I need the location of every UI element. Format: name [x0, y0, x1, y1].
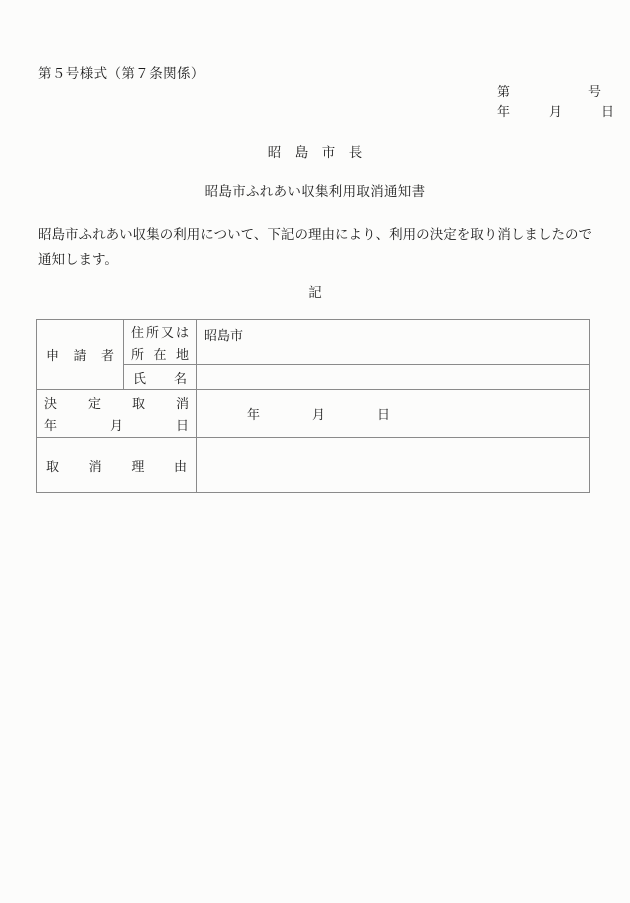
addressee: 昭 島 市 長: [267, 145, 363, 160]
address-label-char: 住: [131, 324, 145, 340]
address-label-char: 所: [145, 324, 159, 340]
address-label-char: 地: [175, 346, 189, 362]
applicant-label-char: 者: [100, 348, 114, 363]
decision-cancel-label-char: 月: [109, 418, 123, 433]
table-row-reason: [37, 438, 590, 493]
name-label-char: 氏: [133, 370, 147, 386]
reason-label-char: 消: [88, 458, 102, 474]
reason-label-char: 理: [131, 458, 145, 474]
applicant-label: [37, 345, 123, 364]
address-label-line-1: [124, 322, 196, 341]
decision-cancel-label-char: 決: [44, 396, 58, 411]
name-value-cell[interactable]: [197, 365, 590, 390]
reason-label: [37, 456, 196, 475]
decision-cancel-label-char: 消: [175, 396, 189, 411]
address-value-cell[interactable]: [197, 320, 590, 365]
reason-label-char: 取: [46, 458, 60, 474]
decision-cancel-label-char: 年: [44, 418, 58, 433]
name-label: [124, 368, 196, 387]
decision-cancel-label-char: 定: [87, 396, 101, 411]
decision-cancel-label: [37, 393, 196, 434]
address-label-char: は: [175, 324, 189, 340]
applicant-label-cell: [37, 320, 124, 390]
name-label-cell: [124, 365, 197, 390]
reason-value: [197, 438, 589, 492]
body-paragraph: 昭島市ふれあい収集の利用について、下記の理由により、利用の決定を取り消しましたので通知します。: [38, 227, 592, 267]
decision-cancel-label-line-1: [37, 393, 196, 412]
address-value: 昭島市: [204, 328, 244, 343]
name-label-char: 名: [173, 370, 187, 386]
applicant-label-char: 申: [46, 348, 60, 363]
form-code: 第５号様式（第７条関係）: [38, 66, 205, 81]
table-row-decision-cancel-date: [37, 390, 590, 438]
address-label-char: 在: [153, 346, 167, 362]
document-date-line: 年 月 日: [497, 104, 615, 119]
decision-cancel-label-char: 日: [175, 418, 189, 433]
document-number-line: 第 号: [497, 84, 602, 99]
address-label: [124, 322, 196, 363]
address-label-char: 所: [131, 346, 145, 362]
application-form-table: [36, 319, 590, 493]
ki-marker: 記: [308, 285, 322, 300]
decision-cancel-value-cell[interactable]: [197, 390, 590, 438]
address-label-line-2: [124, 344, 196, 363]
reason-label-cell: [37, 438, 197, 493]
decision-cancel-label-line-2: [37, 415, 196, 434]
address-label-cell: [124, 320, 197, 365]
document-meta: [497, 82, 614, 122]
reason-label-char: 由: [173, 458, 187, 474]
decision-cancel-label-cell: [37, 390, 197, 438]
document-title: 昭島市ふれあい収集利用取消通知書: [204, 184, 426, 199]
address-label-char: 又: [160, 324, 174, 340]
applicant-label-char: 請: [73, 348, 87, 363]
decision-cancel-value: 年 月 日: [247, 407, 391, 422]
table-row-address: [37, 320, 590, 365]
name-value: [197, 365, 589, 389]
reason-value-cell[interactable]: [197, 438, 590, 493]
decision-cancel-label-char: 取: [131, 396, 145, 411]
